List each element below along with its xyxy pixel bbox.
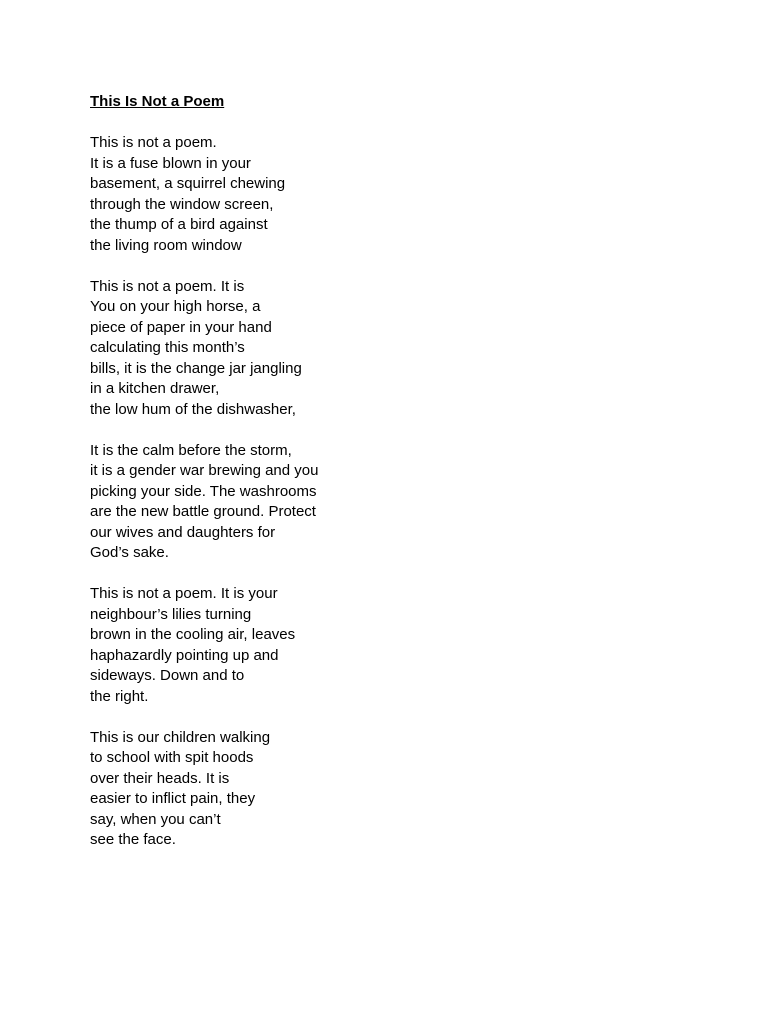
stanza-spacer (90, 707, 690, 728)
poem-line: It is a fuse blown in your (90, 154, 251, 172)
poem-line: the low hum of the dishwasher, (90, 400, 296, 418)
poem-line: haphazardly pointing up and (90, 646, 279, 664)
stanza-4 (90, 584, 690, 707)
poem-line: sideways. Down and to (90, 667, 245, 684)
stanza-5 (90, 728, 690, 851)
poem-line: our wives and daughters for (90, 523, 276, 541)
poem-line: in a kitchen drawer, (90, 380, 220, 397)
poem-line: easier to inflict pain, they (90, 790, 256, 807)
poem-content (90, 92, 690, 851)
stanza-spacer (90, 256, 690, 277)
poem-line: through the window screen, (90, 195, 274, 213)
poem-line: are the new battle ground. Protect (90, 503, 316, 520)
poem-line: This is not a poem. (90, 134, 217, 151)
poem-line: basement, a squirrel chewing (90, 175, 286, 192)
poem-line: say, when you can’t (90, 810, 221, 828)
poem-line: over their heads. It is (90, 769, 230, 787)
poem-line: brown in the cooling air, leaves (90, 626, 296, 643)
poem-title: This Is Not a Poem (90, 93, 225, 110)
poem-line: the living room window (90, 236, 242, 254)
stanza-1 (90, 133, 690, 256)
poem-line: God’s sake. (90, 544, 169, 561)
poem-line: This is not a poem. It is your (90, 585, 278, 602)
poem-line: bills, it is the change jar jangling (90, 359, 302, 377)
poem-line: You on your high horse, a (90, 298, 261, 315)
poem-line: This is not a poem. It is (90, 277, 245, 295)
poem-line: it is a gender war brewing and you (90, 462, 319, 479)
title-spacer (90, 113, 690, 134)
poem-line: neighbour’s lilies turning (90, 605, 252, 623)
poem-line: calculating this month’s (90, 339, 245, 356)
poem-line: see the face. (90, 831, 176, 848)
poem-line: the thump of a bird against (90, 216, 268, 233)
poem-line: piece of paper in your hand (90, 318, 272, 336)
poem-line: to school with spit hoods (90, 749, 254, 766)
stanza-3 (90, 441, 690, 564)
poem-line: This is our children walking (90, 728, 271, 746)
stanza-2 (90, 277, 690, 421)
poem-line: picking your side. The washrooms (90, 482, 317, 500)
poem-line: the right. (90, 687, 149, 705)
poem-line: It is the calm before the storm, (90, 441, 292, 459)
stanza-spacer (90, 564, 690, 585)
stanza-spacer (90, 420, 690, 441)
